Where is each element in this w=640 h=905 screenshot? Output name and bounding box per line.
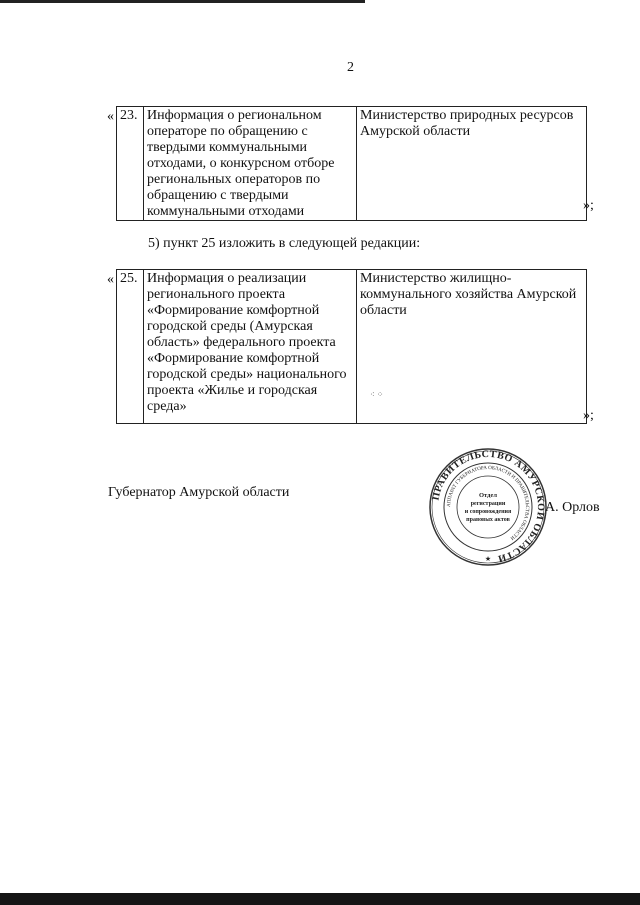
information-cell: Информация о региональном операторе по обращению с твердыми коммунальными отходами, о конкурсном отборе региональных операторов по обращению с твердыми коммунальными отходами [144, 107, 357, 221]
table-row-25 [116, 269, 587, 424]
seal-center-line-4: правовых актов [466, 517, 510, 523]
official-seal [428, 447, 548, 567]
seal-center-line-1: Отдел [479, 492, 497, 499]
seal-outer-text: ПРАВИТЕЛЬСТВО АМУРСКОЙ ОБЛАСТИ [430, 448, 547, 565]
scan-specks: ⁖ ⁘ [370, 390, 384, 399]
page-number: 2 [347, 60, 354, 75]
ministry-cell: Министерство жилищно-коммунального хозяйства Амурской области [357, 270, 587, 424]
seal-star-icon: ★ [484, 555, 492, 563]
scan-edge-top [0, 0, 365, 3]
row-number: 23. [117, 107, 144, 221]
seal-center-line-2: регистрации [470, 501, 506, 507]
seal-center-line-3: и сопровождения [464, 509, 512, 515]
signatory-position: Губернатор Амурской области [108, 485, 290, 500]
scan-edge-bottom [0, 893, 640, 905]
table-row-23 [116, 106, 587, 221]
seal-inner-text: АППАРАТ ГУБЕРНАТОРА ОБЛАСТИ И ПРАВИТЕЛЬСТВА ОБЛАСТИ [446, 465, 530, 541]
signatory-name: А. Орлов [545, 500, 600, 515]
opening-quote: « [107, 272, 114, 287]
closing-quote: »; [583, 198, 594, 213]
opening-quote: « [107, 109, 114, 124]
row-number: 25. [117, 270, 144, 424]
ministry-cell: Министерство природных ресурсов Амурской области [357, 107, 587, 221]
closing-quote: »; [583, 408, 594, 423]
seal-inner-ring [457, 476, 519, 538]
amendment-instruction: 5) пункт 25 изложить в следующей редакции: [148, 236, 421, 251]
information-cell: Информация о реализации регионального проекта «Формирование комфортной городской среды (Амурская область» федерального проекта «Формирование комфортной городской среды» национального проекта «Жилье и городская среда» [144, 270, 357, 424]
